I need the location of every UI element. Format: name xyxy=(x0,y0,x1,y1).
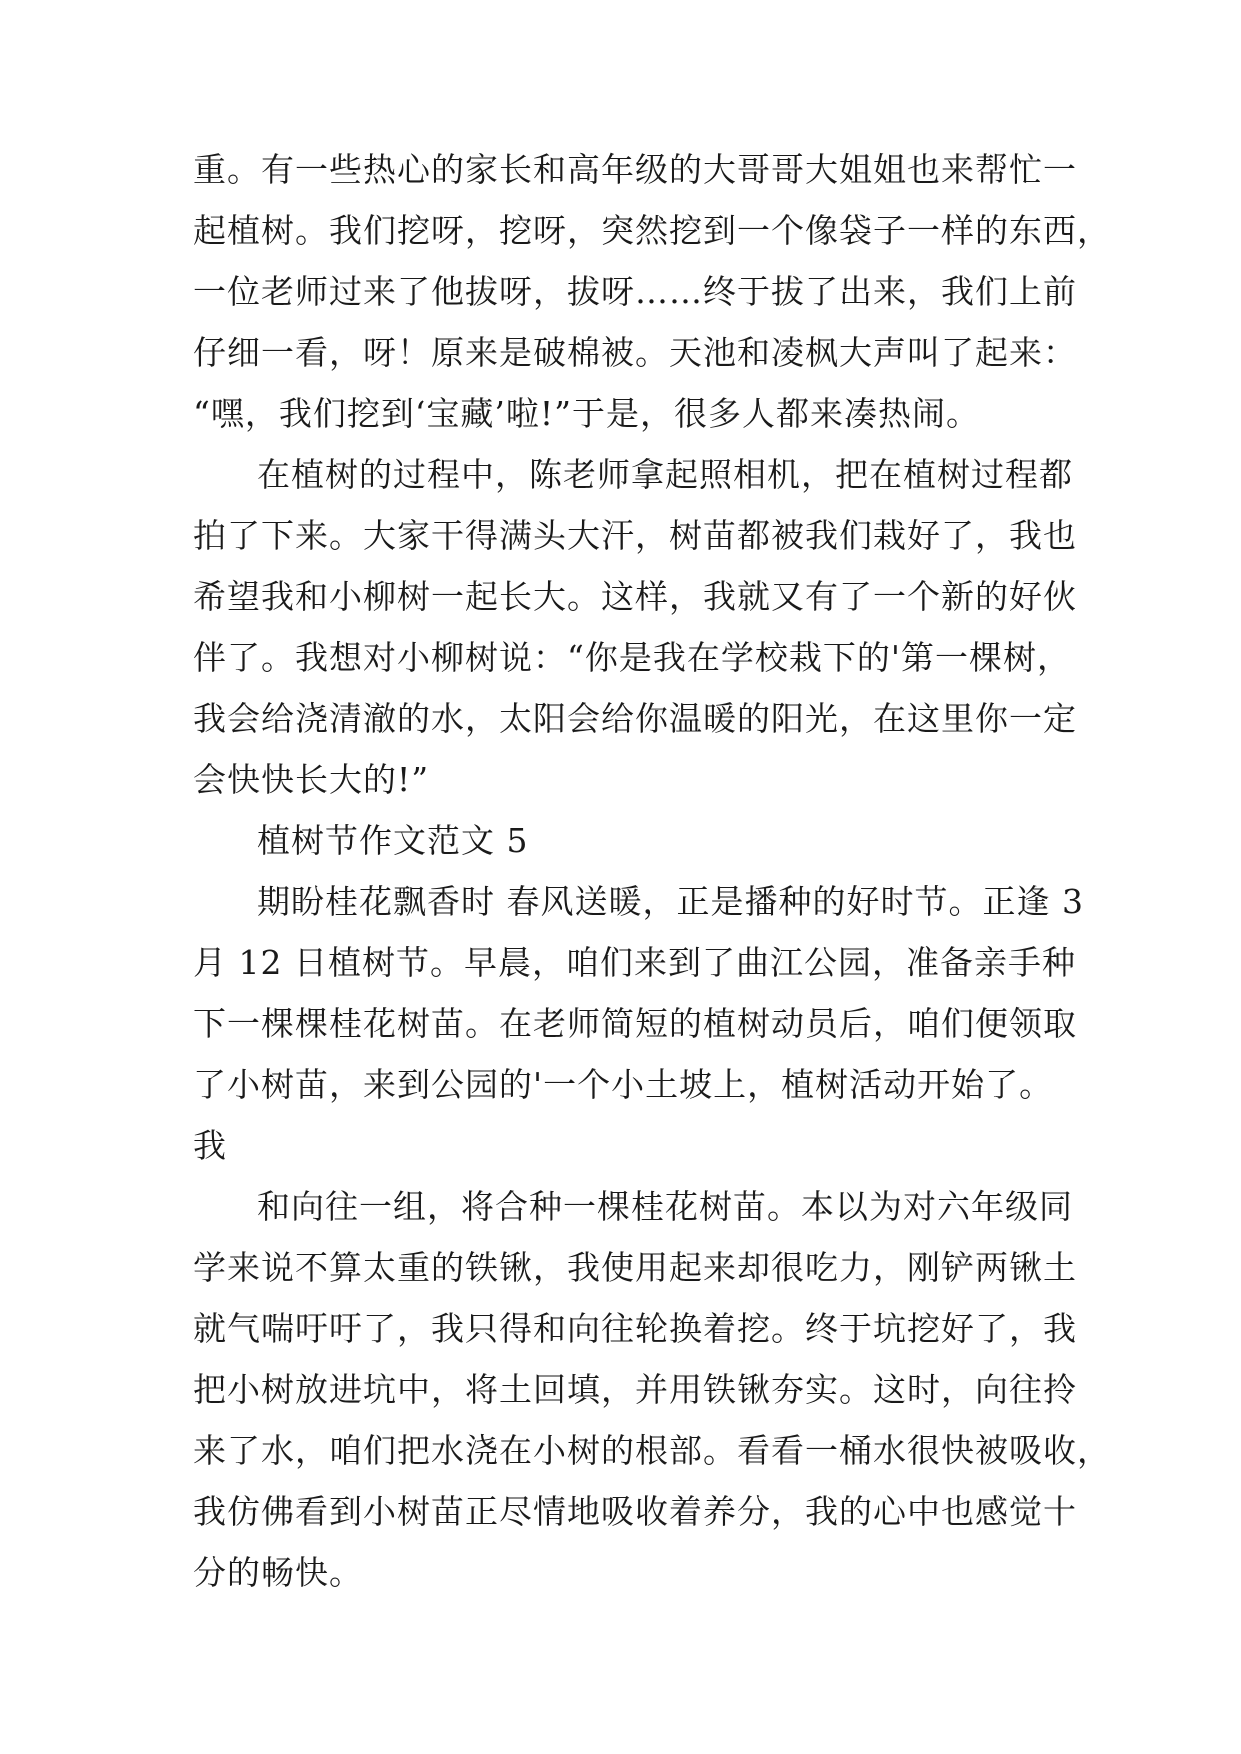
paragraph-start-line: 期盼桂花飘香时 春风送暖，正是播种的好时节。正逢 3 xyxy=(257,882,1084,921)
section-heading: 植树节作文范文 5 xyxy=(257,821,529,860)
text-line: 我仿佛看到小树苗正尽情地吸收着养分，我的心中也感觉十 xyxy=(193,1492,1077,1531)
text-line: “嘿，我们挖到‘宝藏’啦!”于是，很多人都来凑热闹。 xyxy=(193,394,980,433)
text-line: 我会给浇清澈的水，太阳会给你温暖的阳光，在这里你一定 xyxy=(193,699,1077,738)
text-line: 仔细一看，呀！原来是破棉被。天池和凌枫大声叫了起来： xyxy=(193,333,1077,372)
text-line: 月 12 日植树节。早晨，咱们来到了曲江公园，准备亲手种 xyxy=(193,943,1076,982)
text-line: 伴了。我想对小柳树说：“你是我在学校栽下的'第一棵树， xyxy=(193,638,1071,677)
text-line: 会快快长大的!” xyxy=(193,760,430,799)
text-line: 起植树。我们挖呀，挖呀，突然挖到一个像袋子一样的东西， xyxy=(193,211,1111,250)
text-line: 分的畅快。 xyxy=(193,1553,363,1592)
text-line: 我 xyxy=(193,1126,227,1165)
paragraph-start-line: 在植树的过程中，陈老师拿起照相机，把在植树过程都 xyxy=(257,455,1073,494)
text-line: 一位老师过来了他拔呀，拔呀……终于拔了出来，我们上前 xyxy=(193,272,1077,311)
text-line: 了小树苗，来到公园的'一个小土坡上，植树活动开始了。 xyxy=(193,1065,1054,1104)
text-line: 就气喘吁吁了，我只得和向往轮换着挖。终于坑挖好了，我 xyxy=(193,1309,1077,1348)
text-line: 希望我和小柳树一起长大。这样，我就又有了一个新的好伙 xyxy=(193,577,1077,616)
text-line: 学来说不算太重的铁锹，我使用起来却很吃力，刚铲两锹土 xyxy=(193,1248,1077,1287)
text-line: 来了水，咱们把水浇在小树的根部。看看一桶水很快被吸收， xyxy=(193,1431,1111,1470)
text-line: 下一棵棵桂花树苗。在老师简短的植树动员后，咱们便领取 xyxy=(193,1004,1077,1043)
paragraph-start-line: 和向往一组，将合种一棵桂花树苗。本以为对六年级同 xyxy=(257,1187,1073,1226)
text-line: 拍了下来。大家干得满头大汗，树苗都被我们栽好了，我也 xyxy=(193,516,1077,555)
text-line: 把小树放进坑中，将土回填，并用铁锹夯实。这时，向往拎 xyxy=(193,1370,1077,1409)
text-line: 重。有一些热心的家长和高年级的大哥哥大姐姐也来帮忙一 xyxy=(193,150,1077,189)
